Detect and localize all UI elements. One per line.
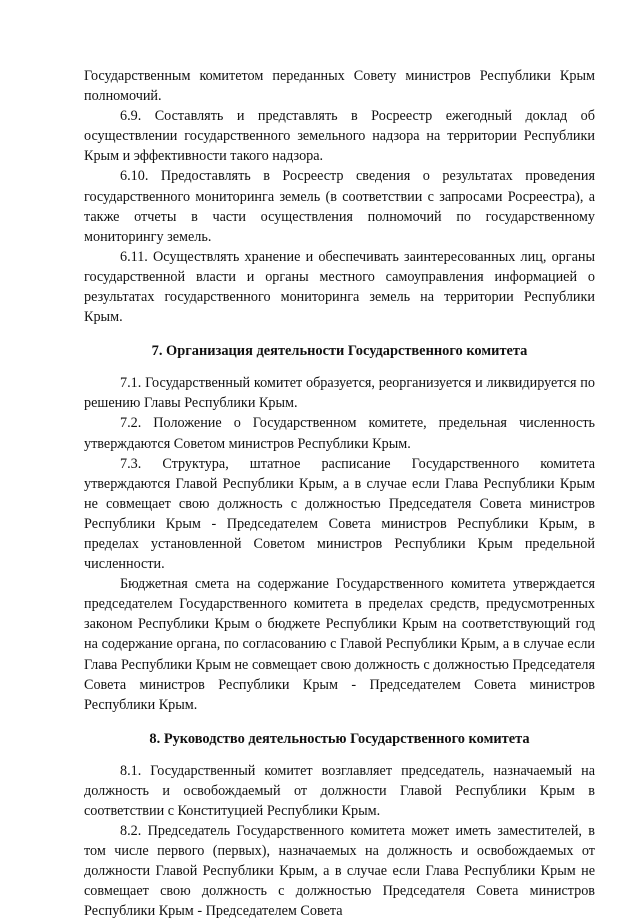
paragraph-continuation: Государственным комитетом переданных Совету министров Республики Крым полномочий. <box>84 68 595 105</box>
section-heading-8: 8. Руководство деятельностью Государственного комитета <box>149 730 530 747</box>
section-heading-7: 7. Организация деятельности Государственного комитета <box>151 343 528 360</box>
paragraph-6-9: 6.9. Составлять и представлять в Росреестр ежегодный доклад об осуществлении государственного земельного надзора на территории Республики Крым и эффективности такого надзора. <box>84 108 595 165</box>
paragraph-8-1: 8.1. Государственный комитет возглавляет председатель, назначаемый на должность и освобождаемый от должности Главой Республики Крым в соответствии с Конституцией Республики Крым. <box>84 762 595 819</box>
document-body <box>84 66 595 922</box>
spacer <box>84 327 595 341</box>
spacer <box>84 361 595 373</box>
spacer <box>84 715 595 729</box>
paragraph-6-10: 6.10. Предоставлять в Росреестр сведения о результатах проведения государственного мониторинга земель (в соответствии с запросами Росреестра), а также отчеты в части осуществления полномочий по государственному мониторингу земель. <box>84 168 595 245</box>
paragraph-7-2: 7.2. Положение о Государственном комитете, предельная численность утверждаются Советом министров Республики Крым. <box>84 415 595 452</box>
paragraph-8-2: 8.2. Председатель Государственного комитета может иметь заместителей, в том числе первого (первых), назначаемых на должность и освобождаемых от должности Главой Республики Крым, а в случае если Глава Республики Крым не совмещает свою должность с должностью Председателя Совета министров Республики Крым - Председателем Совета <box>84 823 595 920</box>
paragraph-budget: Бюджетная смета на содержание Государственного комитета утверждается председателем Государственного комитета в пределах средств, предусмотренных законом Республики Крым о бюджете Республики Крым на соответствующий год на содержание органа, по согласованию с Главой Республики Крым, а в случае если Глава Республики Крым не совмещает свою должность с должностью Председателя Совета министров Республики Крым - Председателем Совета министров Республики Крым. <box>84 576 595 713</box>
spacer <box>84 749 595 761</box>
paragraph-7-1: 7.1. Государственный комитет образуется, реорганизуется и ликвидируется по решению Главы Республики Крым. <box>84 375 595 412</box>
paragraph-7-3: 7.3. Структура, штатное расписание Государственного комитета утверждаются Главой Республики Крым, а в случае если Глава Республики Крым не совмещает свою должность с должностью Председателя Совета министров Республики Крым - Председателем Совета министров Республики Крым, в пределах установленной Советом министров Республики Крым предельной численности. <box>84 455 595 573</box>
paragraph-6-11: 6.11. Осуществлять хранение и обеспечивать заинтересованных лиц, органы государственной власти и органы местного самоуправления информацией о результатах государственного мониторинга земель на территории Республики Крым. <box>84 248 595 326</box>
